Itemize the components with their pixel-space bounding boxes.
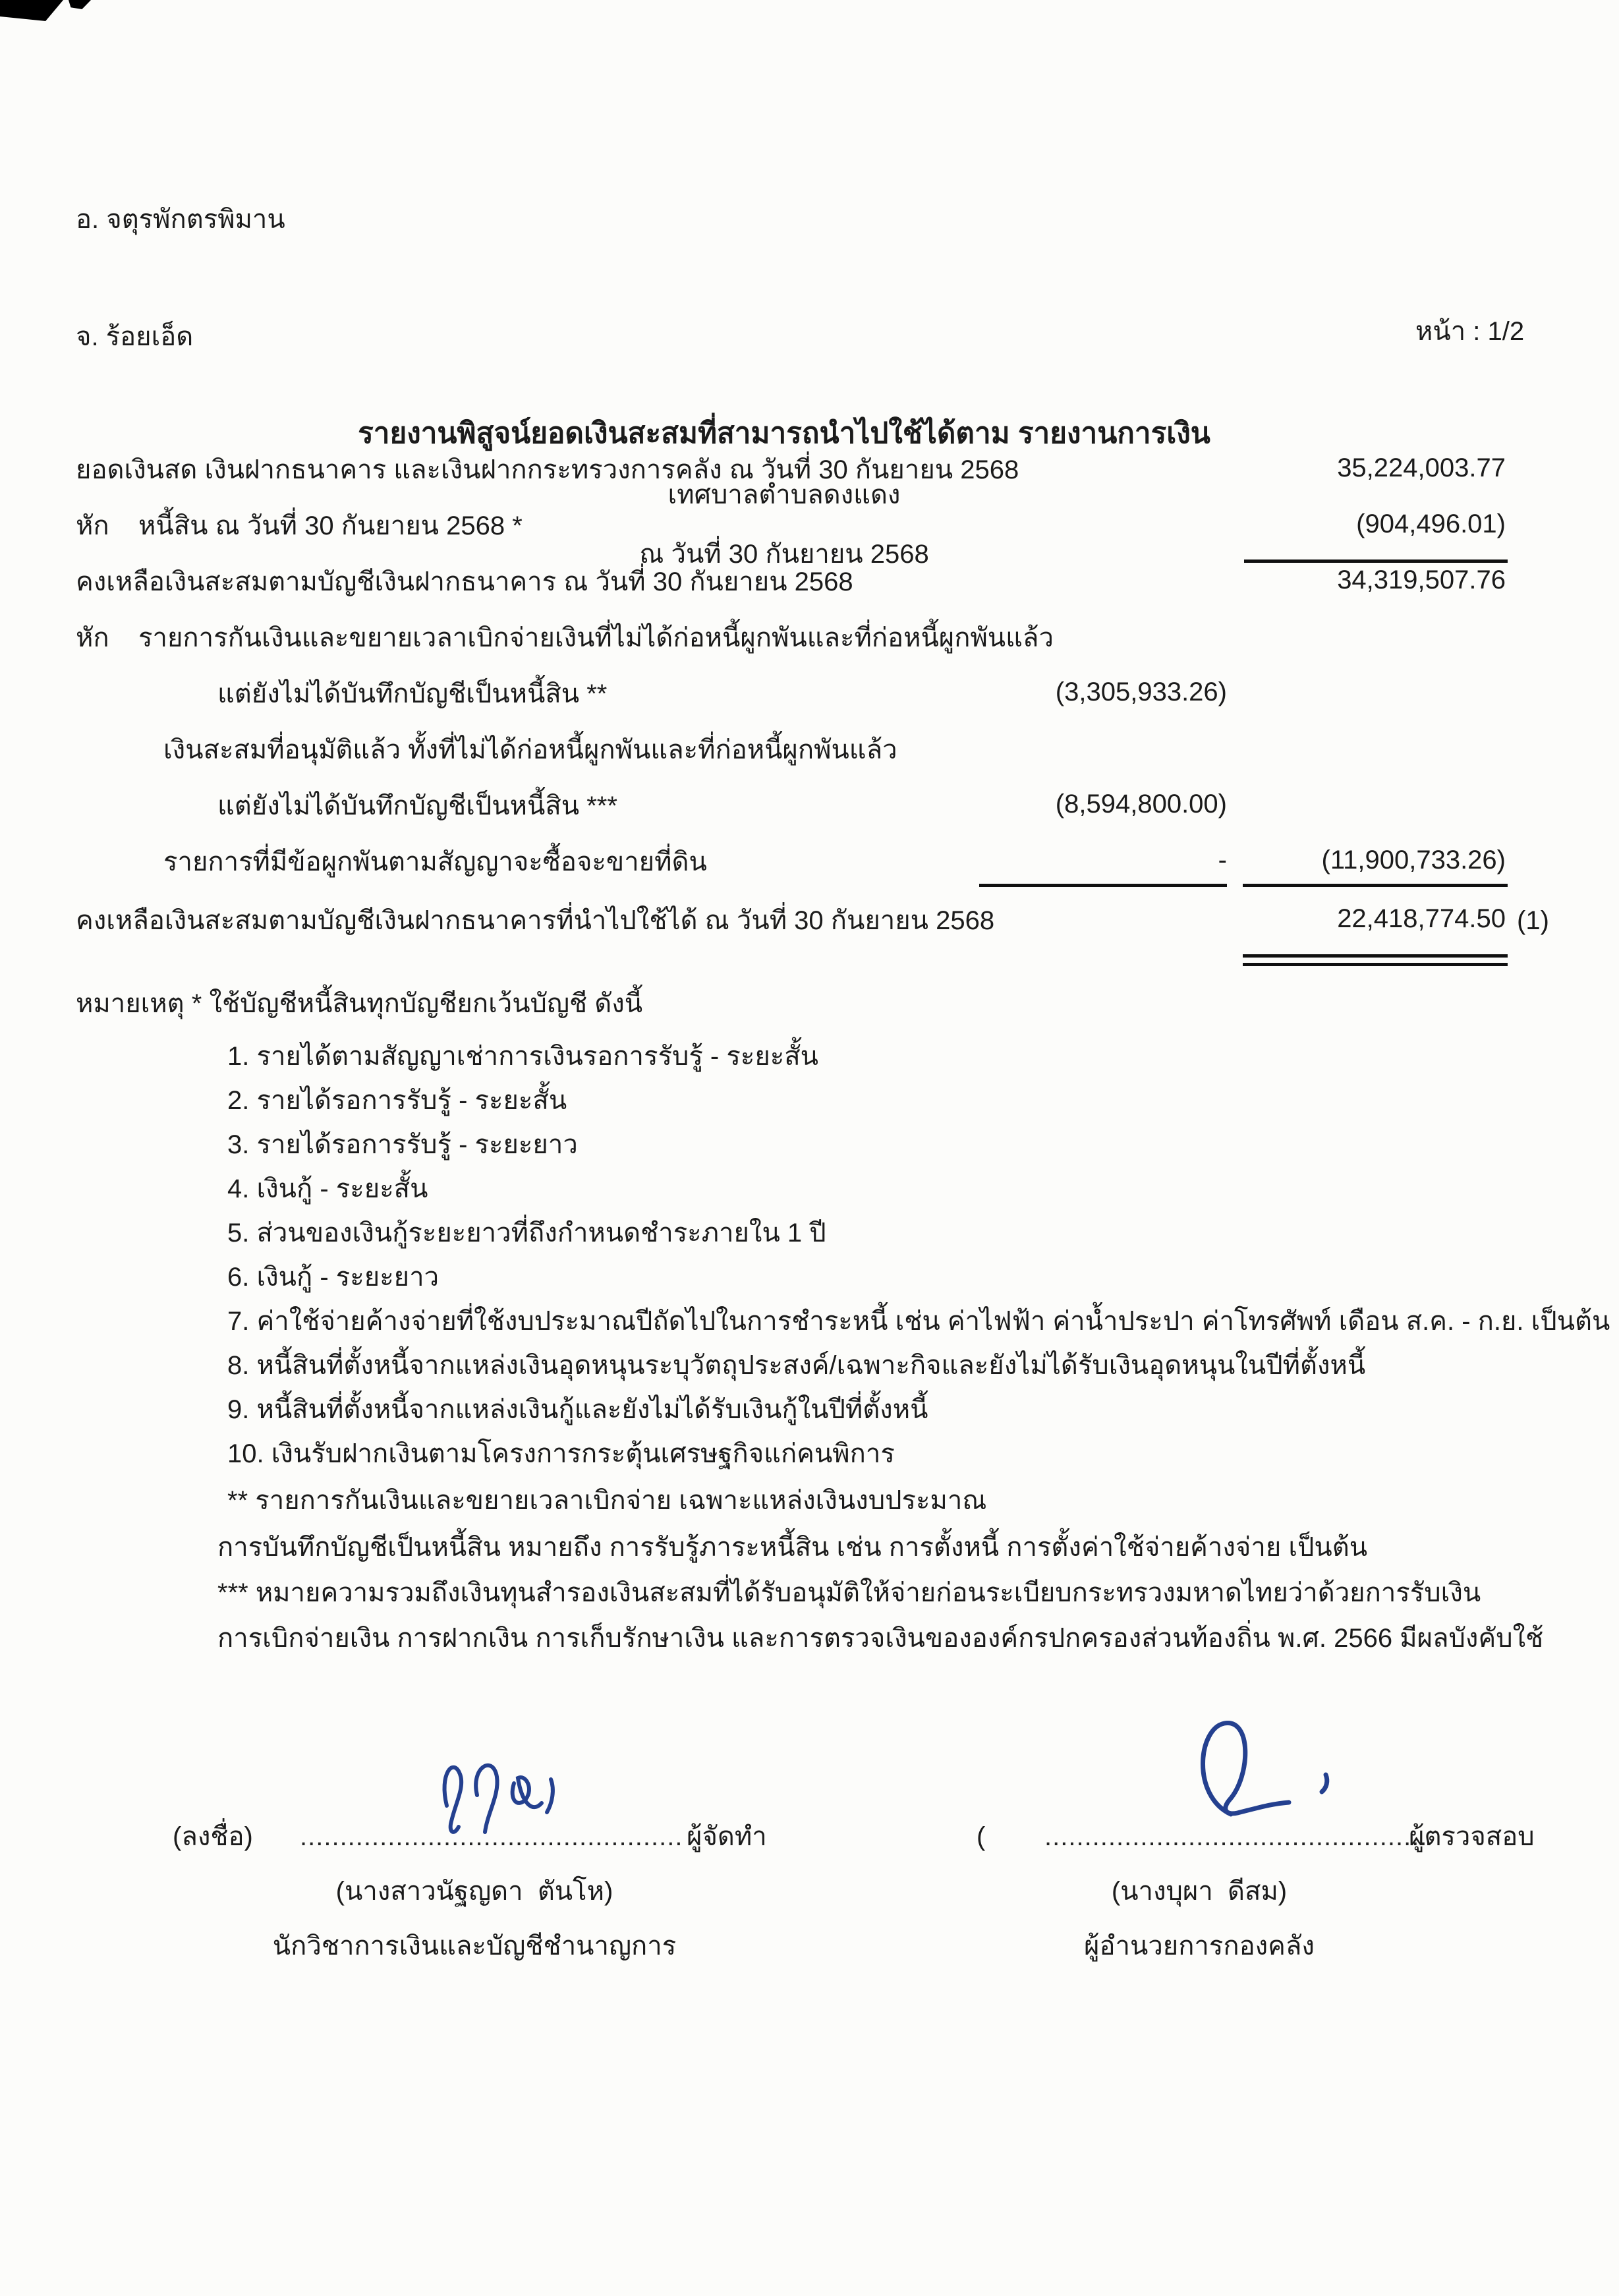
checker-signature-image — [1160, 1710, 1357, 1832]
note-item: การบันทึกบัญชีเป็นหนี้สิน หมายถึง การรับรู้ภาระหนี้สิน เช่น การตั้งหนี้ การตั้งค่าใช้จ่ายค้างจ่าย เป็นต้น — [217, 1533, 1368, 1562]
maker-name: (นางสาวนัฐญดา ตันโห) — [335, 1877, 613, 1906]
note-item: *** หมายความรวมถึงเงินทุนสำรองเงินสะสมที่ได้รับอนุมัติให้จ่ายก่อนระเบียบกระทรวงมหาดไทยว่าด้วยการรับเงิน — [217, 1578, 1481, 1607]
notes-heading: หมายเหตุ * ใช้บัญชีหนี้สินทุกบัญชียกเว้นบัญชี ดังนี้ — [76, 989, 643, 1018]
statement-amount: 34,319,507.76 — [1337, 565, 1506, 594]
statement-amount: - — [1218, 846, 1227, 875]
note-item: 2. รายได้รอการรับรู้ - ระยะสั้น — [227, 1086, 567, 1115]
subtotal-rule — [1243, 884, 1508, 887]
statement-amount: (8,594,800.00) — [1055, 789, 1227, 818]
note-item: 5. ส่วนของเงินกู้ระยะยาวที่ถึงกำหนดชำระภายใน 1 ปี — [227, 1219, 826, 1248]
statement-row-label: ยอดเงินสด เงินฝากธนาคาร และเงินฝากกระทรวงการคลัง ณ วันที่ 30 กันยายน 2568 — [76, 455, 1019, 484]
statement-row-label: คงเหลือเงินสะสมตามบัญชีเงินฝากธนาคารที่นำไปใช้ได้ ณ วันที่ 30 กันยายน 2568 — [76, 906, 995, 935]
statement-row-label: เงินสะสมที่อนุมัติแล้ว ทั้งที่ไม่ได้ก่อหนี้ผูกพันและที่ก่อหนี้ผูกพันแล้ว — [163, 735, 897, 764]
statement-row-label: หัก หนี้สิน ณ วันที่ 30 กันยายน 2568 * — [76, 511, 523, 540]
statement-amount: (904,496.01) — [1356, 509, 1506, 538]
note-item: 6. เงินกู้ - ระยะยาว — [227, 1263, 440, 1292]
note-item: 8. หนี้สินที่ตั้งหนี้จากแหล่งเงินอุดหนุนระบุวัตถุประสงค์/เฉพาะกิจและยังไม่ได้รับเงินอุดหนุนในปีที่ตั้งหนี้ — [227, 1351, 1366, 1380]
subtotal-rule — [979, 884, 1227, 887]
statement-amount: (11,900,733.26) — [1321, 846, 1506, 875]
note-item: การเบิกจ่ายเงิน การฝากเงิน การเก็บรักษาเงิน และการตรวจเงินขององค์กรปกครองส่วนท้องถิ่น พ.ศ. 2566 มีผลบังคับใช้ — [217, 1624, 1544, 1653]
note-item: 3. รายได้รอการรับรู้ - ระยะยาว — [227, 1130, 578, 1159]
statement-amount: 22,418,774.50 — [1337, 904, 1506, 933]
report-date: ณ วันที่ 30 กันยายน 2568 — [639, 540, 929, 569]
statement-amount: 35,224,003.77 — [1337, 453, 1506, 482]
district-label: อ. จตุรพักตรพิมาน — [76, 205, 285, 234]
signature-line: ................................................ — [1044, 1822, 1428, 1851]
note-item: 10. เงินรับฝากเงินตามโครงการกระตุ้นเศรษฐกิจแก่คนพิการ — [227, 1439, 895, 1468]
checker-paren: ( — [977, 1822, 986, 1851]
checker-role-label: ผู้ตรวจสอบ — [1409, 1822, 1535, 1851]
signature-line: ................................................ — [300, 1822, 683, 1851]
statement-row-label: หัก รายการกันเงินและขยายเวลาเบิกจ่ายเงินที่ไม่ได้ก่อหนี้ผูกพันและที่ก่อหนี้ผูกพันแล้ว — [76, 623, 1054, 652]
sign-here-label: (ลงชื่อ) — [173, 1822, 253, 1851]
maker-position: นักวิชาการเงินและบัญชีชำนาญการ — [272, 1932, 677, 1961]
province-label: จ. ร้อยเอ็ด — [76, 322, 194, 351]
scan-artifact — [0, 0, 63, 21]
grand-total-rule — [1243, 963, 1508, 966]
subtotal-rule — [1244, 560, 1508, 563]
maker-role-label: ผู้จัดทำ — [687, 1822, 767, 1851]
statement-row-label: แต่ยังไม่ได้บันทึกบัญชีเป็นหนี้สิน ** — [217, 679, 608, 708]
checker-position: ผู้อำนวยการกองคลัง — [1084, 1932, 1315, 1961]
page-number: หน้า : 1/2 — [1415, 317, 1525, 346]
statement-row-label: รายการที่มีข้อผูกพันตามสัญญาจะซื้อจะขายที่ดิน — [163, 847, 707, 876]
statement-amount-ref: (1) — [1517, 906, 1549, 935]
note-item: ** รายการกันเงินและขยายเวลาเบิกจ่าย เฉพาะแหล่งเงินงบประมาณ — [227, 1486, 987, 1515]
statement-amount: (3,305,933.26) — [1055, 677, 1227, 706]
scan-artifact — [69, 0, 91, 9]
org-name: เทศบาลตำบลดงแดง — [667, 480, 901, 509]
report-title: รายงานพิสูจน์ยอดเงินสะสมที่สามารถนำไปใช้ได้ตาม รายงานการเงิน — [358, 417, 1210, 449]
note-item: 7. ค่าใช้จ่ายค้างจ่ายที่ใช้งบประมาณปีถัดไปในการชำระหนี้ เช่น ค่าไฟฟ้า ค่าน้ำประปา ค่าโทรศัพท์ เดือน ส.ค. - ก.ย. เป็นต้น — [227, 1307, 1610, 1336]
statement-row-label: คงเหลือเงินสะสมตามบัญชีเงินฝากธนาคาร ณ วันที่ 30 กันยายน 2568 — [76, 567, 853, 596]
grand-total-rule — [1243, 954, 1508, 958]
checker-name: (นางบุผา ดีสม) — [1111, 1877, 1288, 1906]
statement-row-label: แต่ยังไม่ได้บันทึกบัญชีเป็นหนี้สิน *** — [217, 791, 617, 820]
note-item: 4. เงินกู้ - ระยะสั้น — [227, 1174, 428, 1203]
note-item: 1. รายได้ตามสัญญาเช่าการเงินรอการรับรู้ - ระยะสั้น — [227, 1042, 819, 1071]
note-item: 9. หนี้สินที่ตั้งหนี้จากแหล่งเงินกู้และยังไม่ได้รับเงินกู้ในปีที่ตั้งหนี้ — [227, 1395, 928, 1424]
